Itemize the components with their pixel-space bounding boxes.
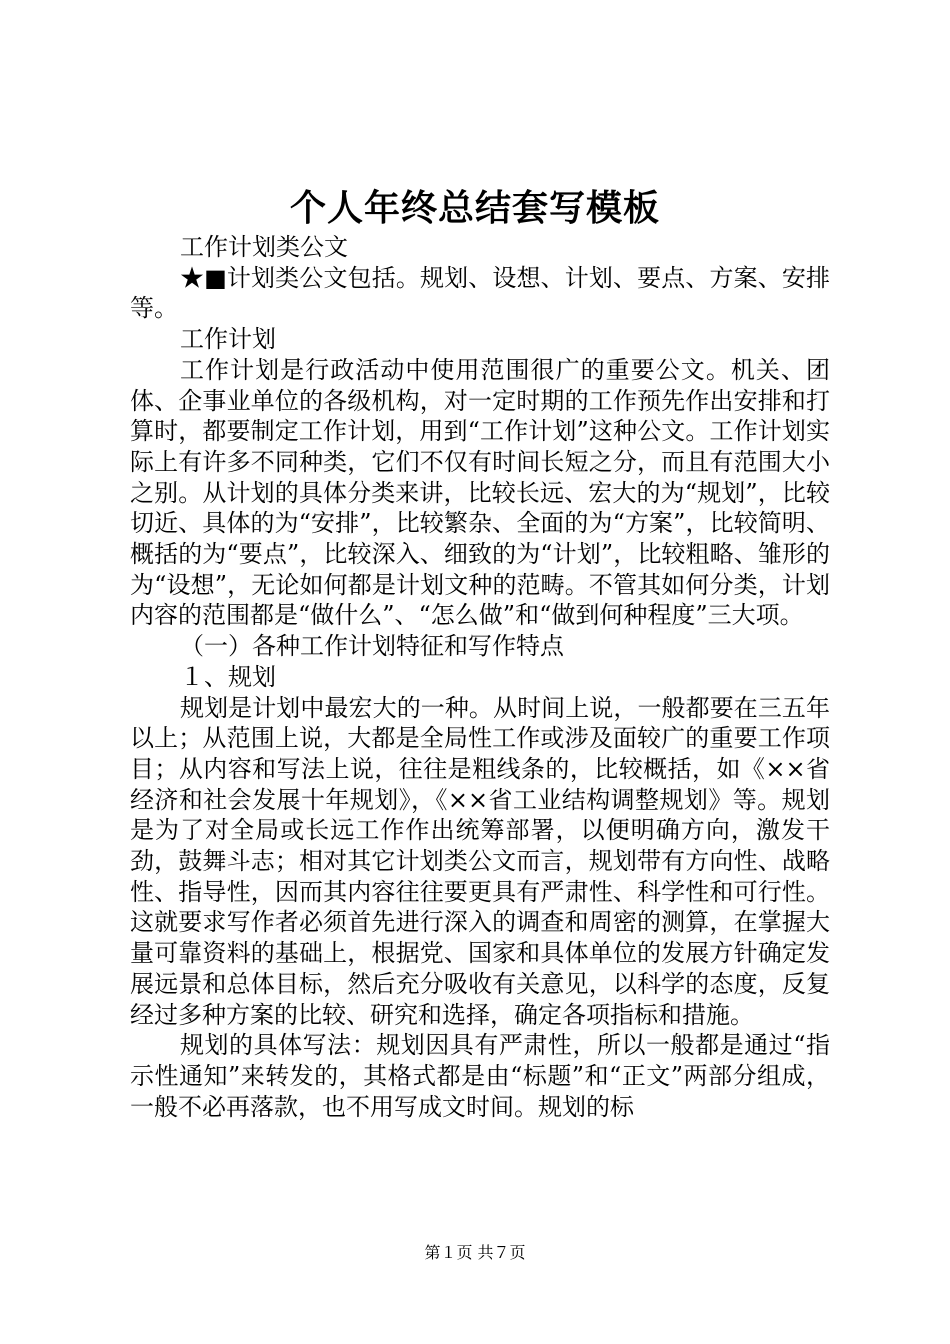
paragraph: 规划的具体写法：规划因具有严肃性，所以一般都是通过“指示性通知”来转发的，其格式都是由“标题”和“正文”两部分组成，一般不必再落款，也不用写成文时间。规划的标: [130, 1031, 830, 1121]
section-heading: （一）各种工作计划特征和写作特点: [180, 632, 564, 661]
paragraph: ★■计划类公文包括。规划、设想、计划、要点、方案、安排等。: [130, 263, 830, 323]
subsection-heading: １、规划: [180, 662, 276, 691]
paragraph-heading: 工作计划: [180, 325, 276, 354]
paragraph: 规划是计划中最宏大的一种。从时间上说，一般都要在三五年以上；从范围上说，大都是全局性工作或涉及面较广的重要工作项目；从内容和写法上说，往往是粗线条的，比较概括，如《××省经济和社会发展十年规划》，《××省工业结构调整规划》等。规划是为了对全局或长远工作作出统筹部署，以便明确方向，激发干劲，鼓舞斗志；相对其它计划类公文而言，规划带有方向性、战略性、指导性，因而其内容往往要更具有严肃性、科学性和可行性。这就要求写作者必须首先进行深入的调查和周密的测算，在掌握大量可靠资料的基础上，根据党、国家和具体单位的发展方针确定发展远景和总体目标，然后充分吸收有关意见，以科学的态度，反复经过多种方案的比较、研究和选择，确定各项指标和措施。: [130, 693, 830, 1029]
page-number-footer: 第１页 共７页: [424, 1243, 526, 1262]
paragraph: 工作计划是行政活动中使用范围很广的重要公文。机关、团体、企事业单位的各级机构，对一定时期的工作预先作出安排和打算时，都要制定工作计划，用到“工作计划”这种公文。工作计划实际上有许多不同种类，它们不仅有时间长短之分，而且有范围大小之别。从计划的具体分类来讲，比较长远、宏大的为“规划”，比较切近、具体的为“安排”，比较繁杂、全面的为“方案”，比较简明、概括的为“要点”，比较深入、细致的为“计划”，比较粗略、雏形的为“设想”，无论如何都是计划文种的范畴。不管其如何分类，计划内容的范围都是“做什么”、“怎么做”和“做到何种程度”三大项。: [130, 355, 830, 630]
document-body: [130, 232, 830, 1122]
paragraph-heading: 工作计划类公文: [180, 233, 348, 261]
document-title: 个人年终总结套写模板: [289, 187, 660, 229]
